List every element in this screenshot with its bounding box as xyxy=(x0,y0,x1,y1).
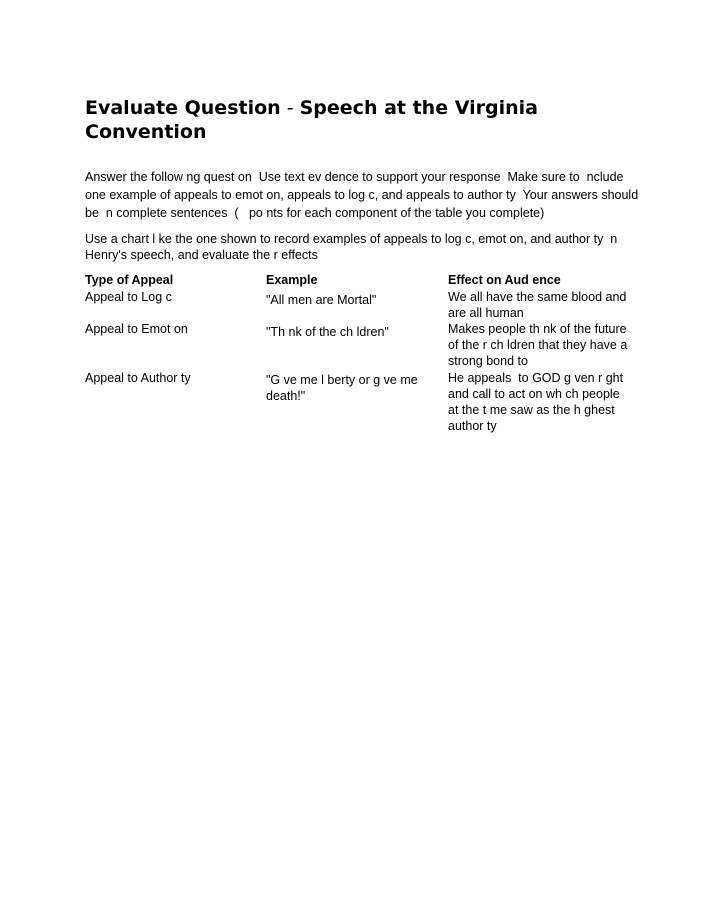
example-cell: "All men are Mortal" xyxy=(266,293,377,307)
header-type-of-appeal: Type of Appeal xyxy=(85,273,174,287)
title-dash: - xyxy=(280,97,300,119)
page-title xyxy=(85,96,645,144)
instructions-paragraph: Answer the follow ng quest on Use text ev dence to support your response Make sure to nclude one example of appeals to emot on, appeals to log c, and appeals to author ty Your answers should be n complete sentences ( po nts for each component of the table you complete) xyxy=(85,170,642,220)
effect-cell: Makes people th nk of the future of the r ch ldren that they have a strong bond to xyxy=(448,322,631,368)
header-example: Example xyxy=(266,273,318,287)
effect-cell: He appeals to GOD g ven r ght and call to act on wh ch people at the t me saw as the h ghest author ty xyxy=(448,371,627,433)
appeal-type-cell: Appeal to Emot on xyxy=(85,322,188,336)
appeal-type-cell: Appeal to Log c xyxy=(85,290,172,304)
chart-instructions-paragraph: Use a chart l ke the one shown to record examples of appeals to log c, emot on, and author ty n Henry's speech, and evaluate the r effects xyxy=(85,232,621,262)
effect-cell: We all have the same blood and are all human xyxy=(448,290,630,320)
example-cell: "Th nk of the ch ldren" xyxy=(266,325,389,339)
appeal-type-cell: Appeal to Author ty xyxy=(85,371,191,385)
title-subtitle: Speech at the Virginia Convention xyxy=(85,97,538,143)
title-main: Evaluate Question xyxy=(85,97,281,119)
header-effect-on-audience: Effect on Aud ence xyxy=(448,273,561,287)
example-cell: "G ve me l berty or g ve me death!" xyxy=(266,373,422,403)
